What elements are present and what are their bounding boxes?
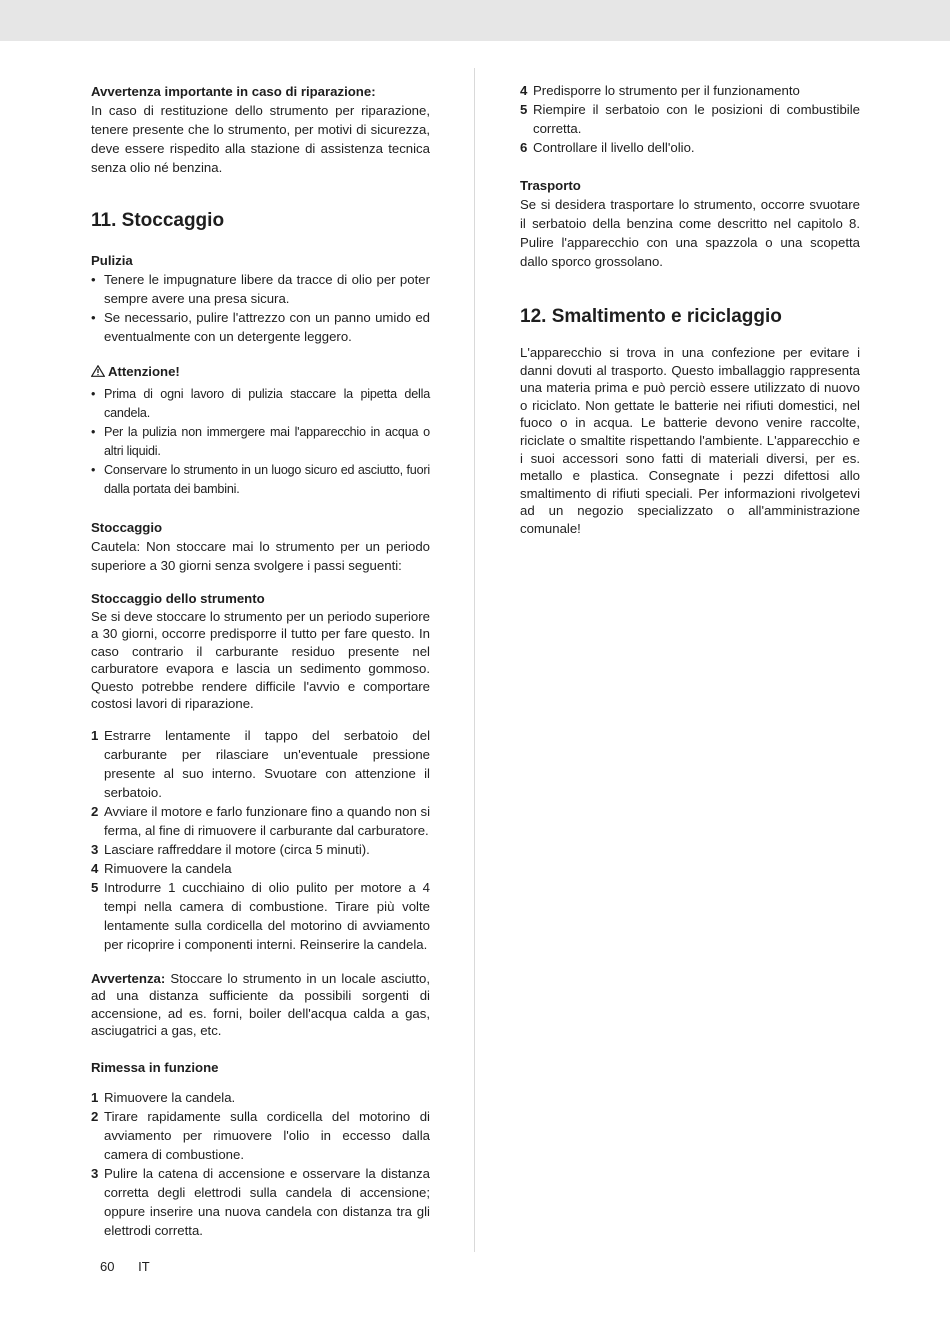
step-number: 1 [91,1089,99,1105]
step-text: Controllare il livello dell'olio. [533,140,695,155]
continued-steps [520,81,860,157]
attention-heading [91,362,430,381]
list-item [91,1164,430,1240]
list-item: • Tenere le impugnature libere da tracce di olio per poter sempre avere una presa sicura. [91,270,430,308]
attention-list [91,385,430,499]
step-number: 6 [520,140,528,155]
step-number: 2 [91,1108,99,1124]
list-item: • Prima di ogni lavoro di pulizia staccare la pipetta della candela. [91,385,430,423]
pulizia-heading: Pulizia [91,253,133,268]
transport-text: Se si desidera trasportare lo strumento, occorre svuotare il serbatoio della benzina come descritto nel capitolo 8. Pulire l'apparecchio con una spazzola o una scopetta dallo sporco grossolano. [520,197,860,269]
warning-label: Avvertenza: [91,970,166,986]
step-number: 1 [91,727,99,743]
warning-text: Stoccare lo strumento in un locale asciutto, ad una distanza sufficiente da possibili sorgenti di accensione, ad es. forni, boiler dell'acqua calda a gas, asciugatrici a gas, etc. [91,970,430,1038]
step-text: Tirare rapidamente sulla cordicella del motorino di avviamento per rimuovere l'olio in eccesso dalla camera di combustione. [104,1108,430,1162]
list-item [91,726,430,802]
storage-text: Cautela: Non stoccare mai lo strumento per un periodo superiore a 30 giorni senza svolgere i passi seguenti: [91,539,430,573]
right-column [520,80,860,538]
step-number: 5 [520,102,528,117]
language-code: IT [138,1259,150,1274]
list-item [91,878,430,954]
device-storage-text: Se si deve stoccare lo strumento per un periodo superiore a 30 giorni, occorre predisporre il tutto per fare questo. In caso contrario il carburante residuo presente nel carburatore evapora e lascia un sedimento gommoso. Questo potrebbe rendere difficile l'avvio e comportare costosi lavori di riparazione. [91,608,430,711]
top-band [0,0,950,41]
list-item [91,1107,430,1164]
list-item [520,100,860,138]
step-number: 2 [91,803,99,819]
section-12-title: 12. Smaltimento e riciclaggio [520,306,782,327]
page-number: 60 [100,1259,115,1274]
list-item [91,840,430,859]
step-text: Estrarre lentamente il tappo del serbatoio del carburante per rilasciare un'eventuale pressione presente al suo interno. Svuotare con attenzione il serbatoio. [104,727,430,800]
disposal-text: L'apparecchio si trova in una confezione per evitare i danni dovuti al trasporto. Questo imballaggio rappresenta una materia prima e può perciò essere utilizzato di nuovo o riciclato. Non gettate le batterie nei rifiuti domestici, nel fuoco o in acqua. Le batterie devono venire raccolte, riciclate o smaltite rispettando l'ambiente. L'apparecchio e i suoi accessori sono fatti di materiali diversi, per es. metallo e plastica. Consegnate i pezzi difettosi allo smaltimento di rifiuti speciali. Per informazioni rivolgetevi ad un negozio specializzato o all'amministrazione comunale! [520,345,860,536]
step-number: 5 [91,879,99,895]
list-item [520,138,860,157]
restart-steps [91,1088,430,1240]
device-storage-heading: Stoccaggio dello strumento [91,591,265,606]
column-divider [474,68,475,1252]
storage-heading: Stoccaggio [91,520,163,535]
page-footer [100,1257,170,1276]
step-text: Pulire la catena di accensione e osservare la distanza corretta degli elettrodi sulla candela di accensione; oppure inserire una nuova candela con distanza tra gli elettrodi corretta. [104,1165,430,1238]
step-text: Predisporre lo strumento per il funzionamento [533,83,800,98]
step-number: 3 [91,1165,99,1181]
attention-label: Attenzione! [108,364,180,379]
step-number: 4 [91,860,99,876]
list-item: • Per la pulizia non immergere mai l'apparecchio in acqua o altri liquidi. [91,423,430,461]
step-number: 3 [91,841,99,857]
list-item: • Se necessario, pulire l'attrezzo con un panno umido ed eventualmente con un detergente leggero. [91,308,430,346]
restart-heading: Rimessa in funzione [91,1059,219,1075]
step-text: Riempire il serbatoio con le posizioni di combustibile corretta. [533,102,860,136]
step-text: Avviare il motore e farlo funzionare fino a quando non si ferma, al fine di rimuovere il carburante dal carburatore. [104,803,430,838]
step-text: Introdurre 1 cucchiaino di olio pulito per motore a 4 tempi nella camera di combustione. Tirare più volte lentamente sulla cordicella del motorino di avviamento per ricoprire i componenti interni. Reinserire la candela. [104,879,430,952]
list-item [520,81,860,100]
list-item: • Conservare lo strumento in un luogo sicuro ed asciutto, fuori dalla portata dei bambini. [91,461,430,499]
step-number: 4 [520,83,528,98]
list-item [91,802,430,840]
list-item [91,1088,430,1107]
storage-warning [91,970,430,1040]
repair-heading: Avvertenza importante in caso di riparazione: [91,84,376,99]
step-text: Lasciare raffreddare il motore (circa 5 minuti). [104,841,370,857]
transport-heading: Trasporto [520,178,581,193]
step-text: Rimuovere la candela [104,860,232,876]
storage-steps [91,726,430,954]
step-text: Rimuovere la candela. [104,1089,236,1105]
pulizia-list [91,270,430,346]
left-column [91,80,430,1240]
section-11-title: 11. Stoccaggio [91,210,225,231]
warning-triangle-icon [91,365,105,377]
repair-text: In caso di restituzione dello strumento per riparazione, tenere presente che lo strumento, per motivi di sicurezza, deve essere rispedito alla stazione di assistenza tecnica senza olio né benzina. [91,103,430,175]
list-item [91,859,430,878]
